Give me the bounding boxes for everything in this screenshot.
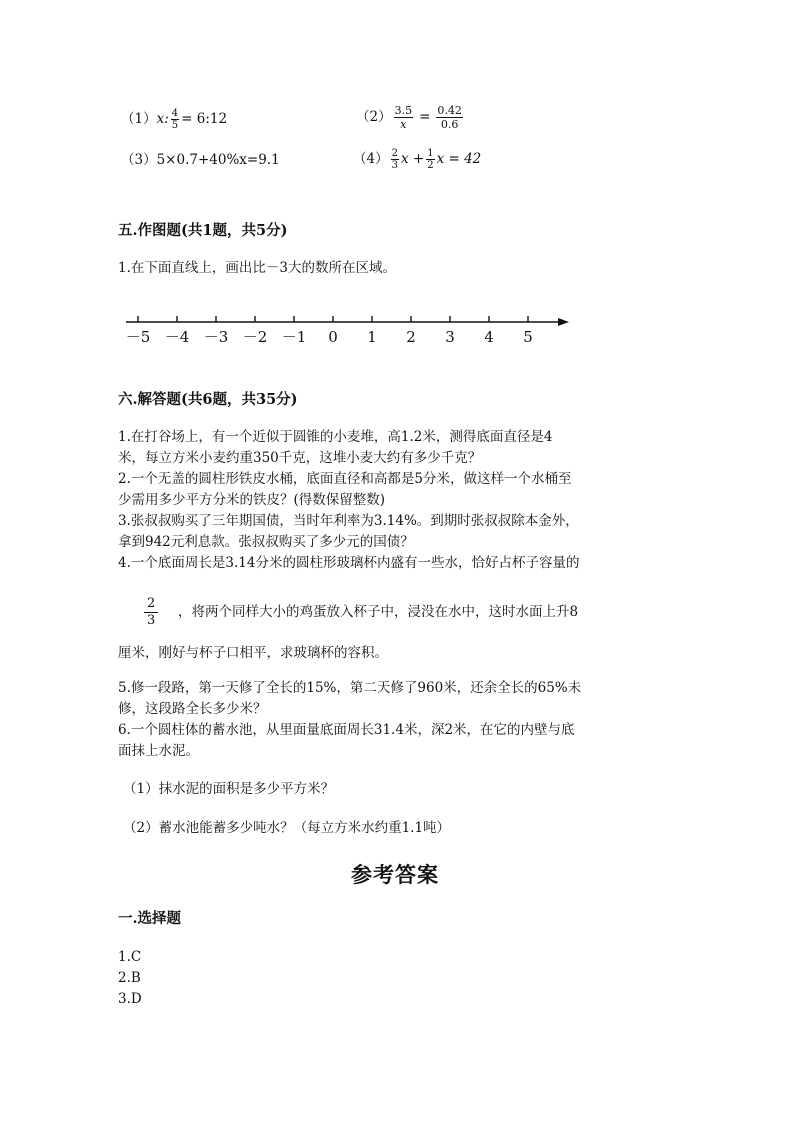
problem-4-frac-num: 2	[144, 596, 158, 613]
answers-section-1-heading: 一.选择题	[118, 910, 182, 927]
equation-4-x2: x = 42	[436, 151, 482, 167]
section-6-heading: 六.解答题(共6题，共35分)	[118, 391, 298, 408]
problem-4-line-3: 厘米，刚好与杯子口相平，求玻璃杯的容积。	[118, 645, 388, 661]
equation-1-frac-den: 5	[171, 120, 179, 131]
problem-4-line-2: ，将两个同样大小的鸡蛋放入杯子中，浸没在水中，这时水面上升8	[178, 604, 579, 620]
number-line-tick-label: 5	[523, 328, 533, 346]
equation-2-frac1-den: x	[400, 118, 407, 131]
number-line-tick-label: 3	[445, 328, 455, 346]
problem-5-line-2: 修，这段路全长多少米？	[118, 701, 267, 717]
problem-6-line-1: 6.一个圆柱体的蓄水池，从里面量底面周长31.4米，深2米，在它的内壁与底	[118, 722, 575, 738]
number-line-tick-label: －4	[164, 328, 190, 346]
problem-5-line-1: 5.修一段路，第一天修了全长的15%，第二天修了960米，还余全长的65%未	[118, 680, 582, 696]
equation-3-label: （3）	[121, 152, 157, 168]
number-line-tick-label: －5	[125, 328, 151, 346]
equation-4-f1-den: 3	[391, 160, 398, 171]
problem-4-fraction-box	[144, 596, 158, 629]
equation-1-fraction	[171, 108, 179, 131]
equation-4-fraction-2	[426, 148, 434, 171]
number-line-tick-label: －2	[242, 328, 268, 346]
equation-1-frac-num: 4	[171, 108, 179, 119]
equation-1	[121, 108, 227, 131]
problem-2-line-2: 少需用多少平方分米的铁皮？(得数保留整数)	[118, 492, 386, 508]
equation-2-fraction-2	[436, 104, 463, 131]
answer-key-title: 参考答案	[351, 862, 439, 887]
number-line-tick-label: －3	[203, 328, 229, 346]
problem-1-line-1: 1.在打谷场上，有一个近似于圆锥的小麦堆，高1.2米，测得底面直径是4	[118, 429, 553, 445]
problem-6-subquestion-2: （2）蓄水池能蓄多少吨水？（每立方米水约重1.1吨）	[123, 820, 451, 836]
number-line	[118, 310, 588, 350]
number-line-tick-label: －1	[281, 328, 307, 346]
equation-2-label: （2）	[356, 109, 392, 125]
answer-item-3: 3.D	[118, 991, 142, 1007]
equation-4-f1-num: 2	[391, 148, 398, 159]
equation-2-frac2-den: 0.6	[440, 118, 459, 131]
equation-2	[356, 104, 465, 131]
equation-2-equals: =	[419, 109, 431, 125]
section-5-heading: 五.作图题(共1题，共5分)	[118, 222, 288, 239]
problem-4-fraction	[142, 596, 160, 629]
equation-4-f2-den: 2	[427, 160, 434, 171]
equation-4-x1: x +	[400, 151, 425, 167]
equation-3	[121, 150, 280, 170]
number-line-tick-label: 2	[406, 328, 416, 346]
equation-2-fraction-1	[394, 104, 414, 131]
equation-3-text: 5×0.7+40%x=9.1	[156, 152, 280, 168]
problem-3-line-2: 拿到942元利息款。张叔叔购买了多少元的国债？	[118, 534, 414, 550]
equation-2-frac1-num: 3.5	[394, 104, 413, 117]
equation-4-f2-num: 1	[427, 148, 434, 159]
answer-item-1: 1.C	[118, 949, 142, 965]
equation-1-rhs: = 6:12	[181, 111, 228, 127]
equation-4-label: （4）	[353, 151, 389, 167]
equation-1-lhs: x:	[156, 111, 169, 127]
answer-item-2: 2.B	[118, 970, 141, 986]
number-line-tick-label: 0	[328, 328, 338, 346]
problem-6-line-2: 面抹上水泥。	[118, 743, 199, 759]
number-line-tick-label: 1	[367, 328, 377, 346]
problem-4-line-1: 4.一个底面周长是3.14分米的圆柱形玻璃杯内盛有一些水，恰好占杯子容量的	[118, 555, 580, 571]
equation-1-label: （1）	[121, 111, 157, 127]
problem-3-line-1: 3.张叔叔购买了三年期国债，当时年利率为3.14%。到期时张叔叔除本金外，	[118, 513, 579, 529]
number-line-tick-label: 4	[484, 328, 494, 346]
problem-2-line-1: 2.一个无盖的圆柱形铁皮水桶，底面直径和高都是5分米，做这样一个水桶至	[118, 471, 572, 487]
equation-4-fraction-1	[391, 148, 399, 171]
section-5-question-1: 1.在下面直线上，画出比－3大的数所在区域。	[118, 260, 396, 276]
problem-6-subquestion-1: （1）抹水泥的面积是多少平方米？	[123, 781, 335, 797]
number-line-arrow	[558, 318, 569, 326]
problem-1-line-2: 米，每立方米小麦约重350千克，这堆小麦大约有多少千克？	[118, 450, 482, 466]
problem-4-frac-den: 3	[147, 613, 156, 628]
equation-2-frac2-num: 0.42	[437, 104, 462, 117]
equation-4	[353, 148, 481, 171]
